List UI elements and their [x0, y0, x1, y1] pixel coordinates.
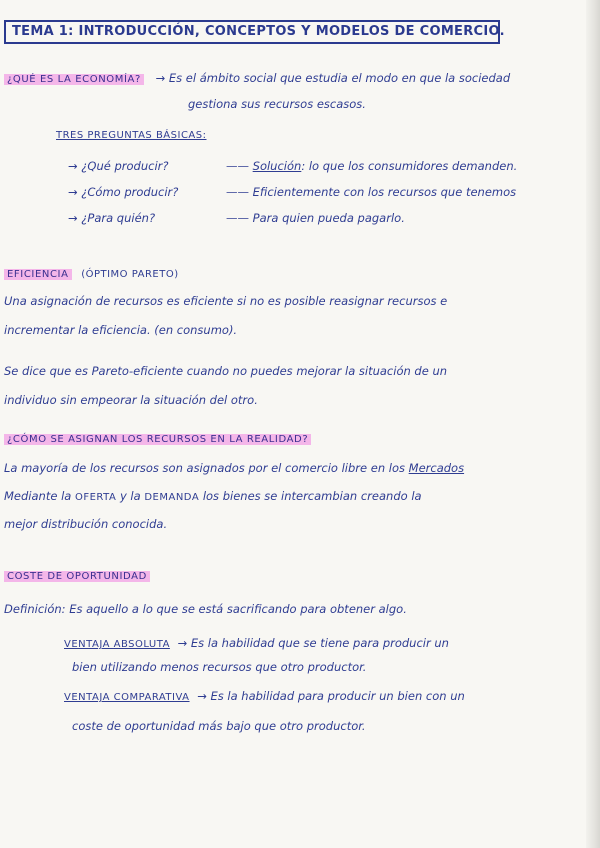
- asignacion-line3: mejor distribución conocida.: [4, 517, 168, 531]
- eficiencia-p1-line2: incrementar la eficiencia. (en consumo).: [4, 323, 238, 337]
- ventaja-absoluta: [64, 635, 449, 653]
- eficiencia-p2-line1: Se dice que es Pareto-eficiente cuando no puedes mejorar la situación de un: [4, 364, 448, 378]
- heading-asignacion: ¿CÓMO SE ASIGNAN LOS RECURSOS EN LA REALIDAD?: [4, 434, 311, 445]
- page-title: TEMA 1: INTRODUCCIÓN, CONCEPTOS Y MODELOS DE COMERCIO.: [4, 20, 500, 44]
- answer-for-whom: —— Para quien pueda pagarlo.: [226, 211, 405, 225]
- pareto-note: (ÓPTIMO PARETO): [81, 269, 179, 280]
- section-economia: [4, 70, 510, 88]
- asignacion-line1-text: La mayoría de los recursos son asignados por el comercio libre en los: [4, 461, 409, 475]
- ventaja-comparativa-line1: → Es la habilidad para producir un bien con un: [197, 689, 465, 703]
- ventaja-absoluta-line1: → Es la habilidad que se tiene para producir un: [177, 636, 449, 650]
- oferta-keyword: OFERTA: [74, 492, 117, 503]
- ventaja-absoluta-label: VENTAJA ABSOLUTA: [64, 639, 170, 650]
- asignacion-line1: [4, 460, 464, 476]
- answer-what-text: : lo que los consumidores demanden.: [301, 159, 518, 173]
- answer-what: —— Solución: lo que los consumidores demanden.: [226, 159, 518, 173]
- asignacion-line2: Mediante la OFERTA y la DEMANDA los bienes se intercambian creando la: [4, 489, 422, 503]
- eficiencia-p1-line1: Una asignación de recursos es eficiente si no es posible reasignar recursos e: [4, 294, 448, 308]
- demanda-keyword: DEMANDA: [144, 492, 200, 503]
- section-eficiencia: [4, 265, 179, 283]
- economia-definition-line1: → Es el ámbito social que estudia el modo en que la sociedad: [155, 71, 511, 85]
- heading-economia: ¿QUÉ ES LA ECONOMÍA?: [4, 74, 144, 85]
- eficiencia-p2-line2: individuo sin empeorar la situación del otro.: [4, 393, 258, 407]
- economia-definition-line2: gestiona sus recursos escasos.: [188, 97, 366, 111]
- section-asignacion: [4, 430, 311, 448]
- mercados-keyword: Mercados: [408, 461, 465, 475]
- answer-solution-keyword: Solución: [252, 159, 302, 173]
- ventaja-comparativa-line2: coste de oportunidad más bajo que otro productor.: [72, 719, 366, 733]
- section-coste: [4, 567, 150, 585]
- answer-for-whom-text: Para quien pueda pagarlo.: [252, 211, 405, 225]
- coste-definition: Definición: Es aquello a lo que se está sacrificando para obtener algo.: [4, 602, 407, 616]
- question-how: → ¿Cómo producir?: [68, 185, 179, 199]
- ventaja-absoluta-line2: bien utilizando menos recursos que otro productor.: [72, 660, 367, 674]
- heading-coste-oportunidad: COSTE DE OPORTUNIDAD: [4, 571, 150, 582]
- answer-how-text: Eficientemente con los recursos que tenemos: [252, 185, 517, 199]
- heading-eficiencia: EFICIENCIA: [4, 269, 72, 280]
- page-edge-shadow: [586, 0, 600, 848]
- questions-heading: TRES PREGUNTAS BÁSICAS:: [56, 130, 207, 141]
- ventaja-comparativa: [64, 688, 465, 706]
- ventaja-comparativa-label: VENTAJA COMPARATIVA: [64, 692, 190, 703]
- answer-how: —— Eficientemente con los recursos que tenemos: [226, 185, 517, 199]
- question-what: → ¿Qué producir?: [68, 159, 169, 173]
- question-for-whom: → ¿Para quién?: [68, 211, 156, 225]
